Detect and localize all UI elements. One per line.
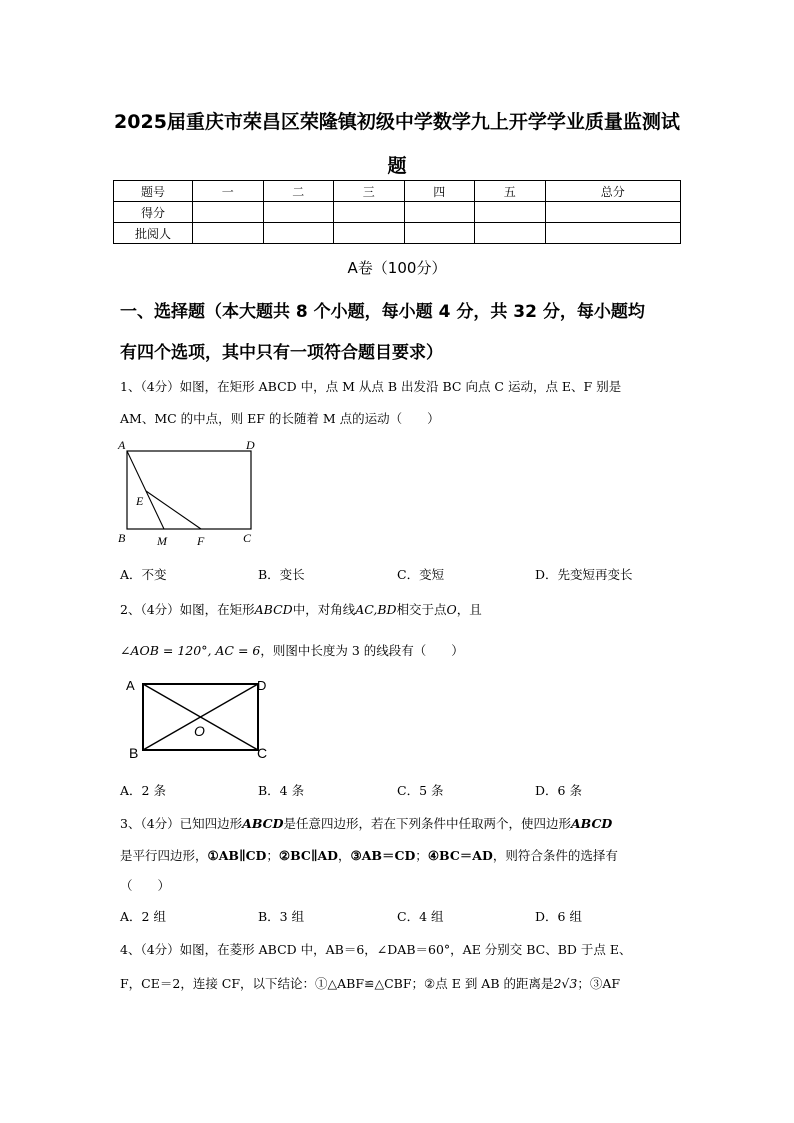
- q3-option-b: B．3 组: [258, 909, 305, 924]
- q2-label-a: A: [126, 678, 135, 693]
- page-title-line1: 2025届重庆市荣昌区荣隆镇初级中学数学九上开学学业质量监测试: [114, 111, 680, 133]
- score-cell: [545, 202, 681, 223]
- q3-text: ，则符合条件的选择有: [492, 848, 618, 863]
- score-cell: [404, 202, 475, 223]
- q3-separator: ；: [266, 848, 279, 863]
- q3-math-quad: ABCD: [242, 816, 284, 831]
- score-cell: [263, 223, 334, 244]
- q1-option-d: D．先变短再变长: [535, 567, 633, 582]
- q1-label-d: D: [246, 438, 255, 452]
- q1-figure: [112, 435, 272, 553]
- q4-text-line2: [120, 974, 620, 992]
- q2-text-line1: [120, 600, 482, 618]
- q2-math-condition: ∠AOB = 120°, AC = 6: [120, 643, 261, 658]
- q2-text: ，则图中长度为 3 的线段有（ ）: [260, 643, 464, 658]
- page-title-line2: 题: [387, 155, 407, 177]
- score-table-header-cell: 题号: [114, 181, 193, 202]
- q2-text: 相交于点: [396, 602, 447, 617]
- q3-text-line1: [120, 814, 612, 832]
- q4-radical: 2√3: [553, 976, 578, 991]
- score-table-header-row: [114, 181, 681, 202]
- q1-label-e: E: [136, 494, 144, 508]
- q3-math-quad: ABCD: [570, 816, 613, 831]
- q3-option-d: D．6 组: [535, 909, 582, 924]
- q1-option-a: A．不变: [120, 567, 167, 582]
- q1-label-m: M: [157, 534, 167, 548]
- q2-math-rect: ABCD: [254, 602, 293, 617]
- score-cell: [334, 202, 405, 223]
- q4-text: ；③AF: [577, 976, 621, 991]
- score-table-header-cell: 四: [404, 181, 475, 202]
- q2-math-point: O: [446, 602, 457, 617]
- score-table-header-cell: 二: [263, 181, 334, 202]
- q2-math-diagonals: AC,BD: [355, 602, 397, 617]
- section-heading-line2: 有四个选项，其中只有一项符合题目要求）: [120, 343, 443, 363]
- volume-heading: A卷（100分）: [347, 259, 447, 277]
- q1-option-c: C．变短: [397, 567, 445, 582]
- q2-text: 2、（4分）如图，在矩形: [120, 602, 255, 617]
- q3-text: 是平行四边形，: [120, 848, 208, 863]
- q1-label-c: C: [243, 531, 252, 545]
- section-heading-line1: 一、选择题（本大题共 8 个小题，每小题 4 分，共 32 分，每小题均: [120, 302, 645, 322]
- q2-label-d: D: [257, 678, 267, 693]
- score-cell: [475, 202, 546, 223]
- q2-label-c: C: [257, 745, 268, 761]
- score-table: [113, 180, 681, 244]
- score-cell: [475, 223, 546, 244]
- q3-text-line2: [120, 846, 618, 864]
- q3-text: 是任意四边形，若在下列条件中任取两个，使四边形: [283, 816, 571, 831]
- q2-option-a: A．2 条: [120, 783, 166, 798]
- score-table-header-cell: 三: [334, 181, 405, 202]
- score-table-row-label: 得分: [114, 202, 193, 223]
- q4-text-line1: 4、（4分）如图，在菱形 ABCD 中，AB＝6，∠DAB＝60°，AE 分别交 BC、BD 于点 E、: [120, 942, 632, 957]
- score-table-row-label: 批阅人: [114, 223, 193, 244]
- score-table-header-cell: 五: [475, 181, 546, 202]
- score-cell: [545, 223, 681, 244]
- q1-segment-ef: [146, 491, 201, 529]
- score-cell: [404, 223, 475, 244]
- q3-text-line3: （ ）: [120, 878, 171, 893]
- score-table-row: [114, 223, 681, 244]
- q2-label-o: O: [194, 723, 205, 739]
- score-cell: [193, 223, 264, 244]
- q2-option-d: D．6 条: [535, 783, 582, 798]
- score-cell: [263, 202, 334, 223]
- q1-segment-am: [127, 451, 164, 529]
- score-cell: [193, 202, 264, 223]
- q3-condition-2: ②BC∥AD: [278, 848, 339, 863]
- q1-option-b: B．变长: [258, 567, 305, 582]
- q3-condition-3: ③AB＝CD: [350, 848, 416, 863]
- score-table-header-cell: 总分: [545, 181, 681, 202]
- q1-text-line1: 1、（4分）如图，在矩形 ABCD 中，点 M 从点 B 出发沿 BC 向点 C 运动，点 E、F 别是: [120, 379, 622, 394]
- q2-text: ，且: [456, 602, 482, 617]
- q3-option-a: A．2 组: [120, 909, 166, 924]
- score-table-row: [114, 202, 681, 223]
- q2-option-b: B．4 条: [258, 783, 305, 798]
- q1-label-f: F: [197, 534, 205, 548]
- score-table-header-cell: 一: [193, 181, 264, 202]
- score-cell: [334, 223, 405, 244]
- q2-text: 中，对角线: [292, 602, 356, 617]
- q2-label-b: B: [129, 745, 139, 761]
- q2-figure: [118, 672, 278, 767]
- q4-text: F，CE＝2，连接 CF，以下结论：①△ABF≌△CBF；②点 E 到 AB 的距离是: [120, 976, 554, 991]
- q1-text-line2: AM、MC 的中点，则 EF 的长随着 M 点的运动（ ）: [120, 411, 440, 426]
- q1-label-a: A: [118, 438, 126, 452]
- q2-option-c: C．5 条: [397, 783, 444, 798]
- q3-separator: ，: [338, 848, 351, 863]
- q1-label-b: B: [118, 531, 126, 545]
- q2-text-line2: [120, 641, 464, 659]
- q3-condition-1: ①AB∥CD: [207, 848, 267, 863]
- q3-condition-4: ④BC＝AD: [427, 848, 493, 863]
- q3-separator: ；: [415, 848, 428, 863]
- q3-text: 3、（4分）已知四边形: [120, 816, 243, 831]
- q3-option-c: C．4 组: [397, 909, 444, 924]
